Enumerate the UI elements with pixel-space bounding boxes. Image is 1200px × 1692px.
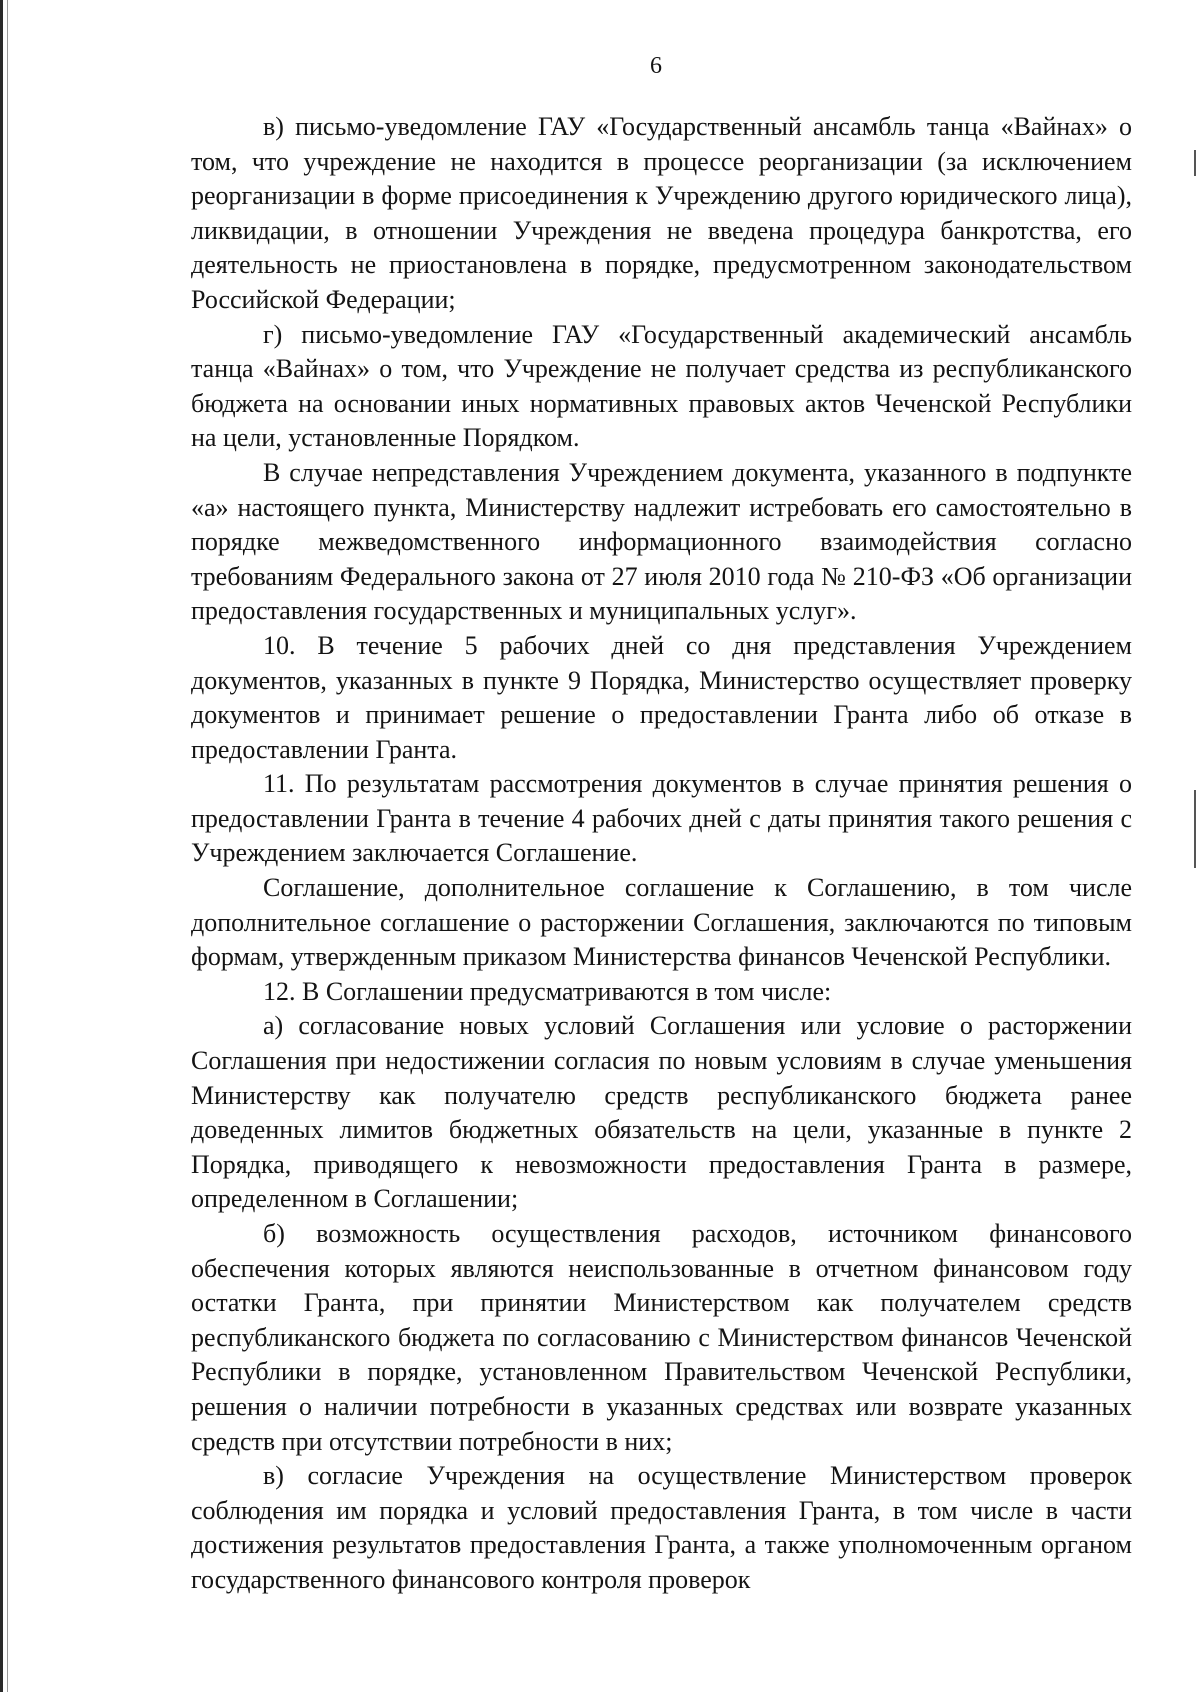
page-number: 6 bbox=[650, 53, 662, 79]
paragraph-12-a: а) согласование новых условий Соглашения или условие о расторжении Соглашения при недостижении согласия по новым условиям в случае уменьшения Министерству как получателю средств республиканского бюджета ранее доведенных лимитов бюджетных обязательств на цели, указанные в пункте 2 Порядка, приводящего к невозможности предоставления Гранта в размере, определенном в Соглашении; bbox=[191, 1011, 1132, 1214]
paragraph-item-12: 12. В Соглашении предусматриваются в том числе: bbox=[263, 976, 832, 1006]
paragraph-g-notice-budget-funds: г) письмо-уведомление ГАУ «Государственный академический ансамбль танца «Вайнах» о том, что Учреждение не получает средства из республиканского бюджета на основании иных нормативных правовых актов Чеченской Республики на цели, установленные Порядком. bbox=[191, 319, 1132, 453]
paragraph-document-request: В случае непредставления Учреждением документа, указанного в подпункте «а» настоящего пункта, Министерству надлежит истребовать его самостоятельно в порядке межведомственного информационного взаимодействия согласно требованиям Федерального закона от 27 июля 2010 года № 210-ФЗ «Об организации предоставления государственных и муниципальных услуг». bbox=[191, 457, 1132, 626]
paragraph-item-11: 11. По результатам рассмотрения документов в случае принятия решения о предоставлении Гранта в течение 4 рабочих дней с даты принятия такого решения с Учреждением заключается Соглашение. bbox=[191, 769, 1132, 868]
paragraph-12-b: б) возможность осуществления расходов, источником финансового обеспечения которых являются неиспользованные в отчетном финансовом году остатки Гранта, при принятии Министерством как получателем средств республиканского бюджета по согласованию с Министерством финансов Чеченской Республики в порядке, установленном Правительством Чеченской Республики, решения о наличии потребности в указанных средствах или возврате указанных средств при отсутствии потребности в них; bbox=[191, 1219, 1132, 1456]
scan-mark-right-middle bbox=[1194, 790, 1196, 868]
scan-mark-right-top bbox=[1194, 150, 1196, 176]
scan-edge-left bbox=[0, 0, 3, 1692]
document-body bbox=[191, 110, 1132, 1598]
paragraph-v-notice-reorganization: в) письмо-уведомление ГАУ «Государственный ансамбль танца «Вайнах» о том, что учреждение не находится в процессе реорганизации (за исключением реорганизации в форме присоединения к Учреждению другого юридического лица), ликвидации, в отношении Учреждения не введена процедура банкротства, его деятельность не приостановлена в порядке, предусмотренном законодательством Российской Федерации; bbox=[191, 112, 1132, 314]
paragraph-agreement-forms: Соглашение, дополнительное соглашение к Соглашению, в том числе дополнительное соглашение о расторжении Соглашения, заключаются по типовым формам, утвержденным приказом Министерства финансов Чеченской Республики. bbox=[191, 873, 1132, 972]
paragraph-12-v: в) согласие Учреждения на осуществление Министерством проверок соблюдения им порядка и условий предоставления Гранта, в том числе в части достижения результатов предоставления Гранта, а также уполномоченным органом государственного финансового контроля проверок bbox=[191, 1461, 1132, 1594]
scan-edge-left-inner bbox=[7, 0, 8, 1692]
paragraph-item-10: 10. В течение 5 рабочих дней со дня представления Учреждением документов, указанных в пункте 9 Порядка, Министерство осуществляет проверку документов и принимает решение о предоставлении Гранта либо об отказе в предоставлении Гранта. bbox=[191, 630, 1132, 764]
